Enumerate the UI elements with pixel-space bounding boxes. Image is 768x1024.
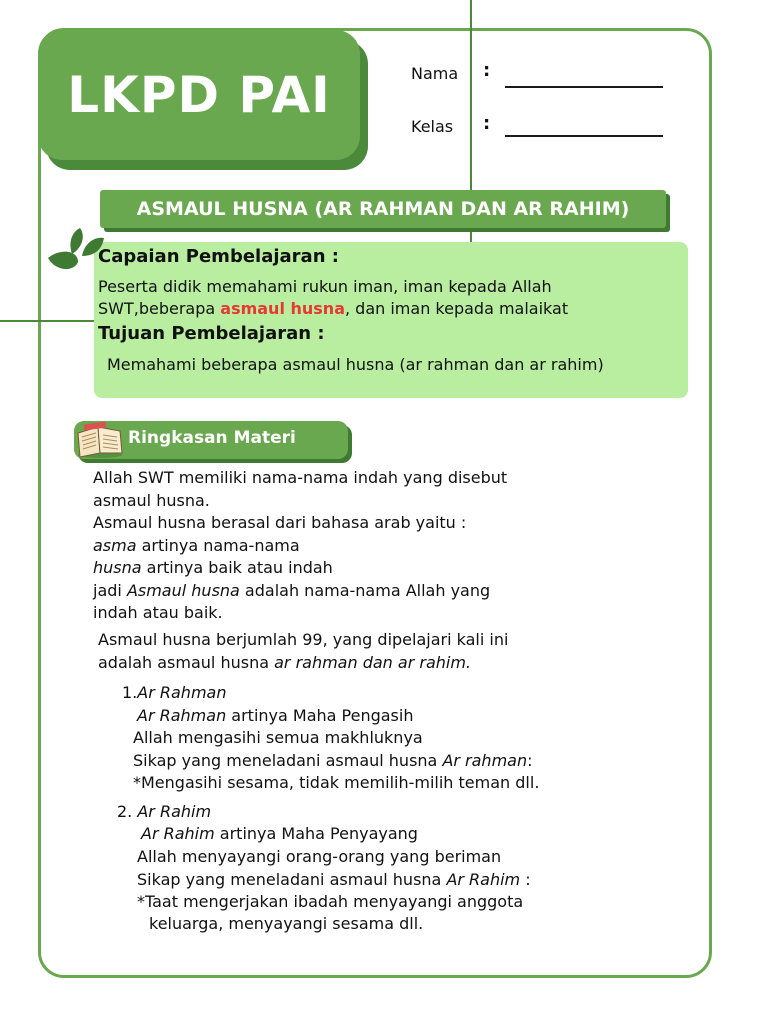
list-item-ar-rahman-title — [122, 682, 226, 705]
text-line: *Mengasihi sesama, tidak memilih-milih teman dll. — [133, 773, 540, 792]
class-colon: : — [483, 113, 491, 134]
achievement-line-1: Peserta didik memahami rukun iman, iman kepada Allah — [98, 277, 552, 296]
text-part: : — [527, 750, 533, 770]
text-part: jadi — [93, 580, 127, 600]
text-part: artinya Maha Pengasih — [226, 706, 414, 725]
term-ar-rahman-ar-rahim: ar rahman dan ar rahim. — [274, 652, 471, 672]
text-line — [93, 535, 507, 558]
text-part: Sikap yang meneladani asmaul husna — [137, 869, 447, 889]
text-line: Allah menyayangi orang-orang yang beriman — [137, 847, 502, 866]
list-title: Ar Rahman — [137, 683, 227, 702]
term-ar-rahman: Ar Rahman — [137, 706, 227, 725]
text-line — [93, 557, 507, 580]
term-asma: asma — [93, 535, 137, 555]
topic-banner — [100, 190, 666, 228]
name-colon: : — [483, 60, 491, 81]
text-line — [122, 682, 226, 705]
text-part: adalah asmaul husna — [98, 652, 275, 672]
learning-objective-heading: Tujuan Pembelajaran : — [98, 323, 325, 344]
list-item-ar-rahim-title — [117, 801, 211, 824]
term-ar-rahman: Ar rahman — [442, 750, 528, 770]
text-line — [137, 705, 413, 728]
list-title: Ar Rahim — [137, 802, 212, 821]
text-line: indah atau baik. — [93, 603, 223, 622]
title-box — [38, 30, 360, 160]
text-part: artinya nama-nama — [136, 535, 300, 555]
text-line: Allah mengasihi semua makhluknya — [133, 728, 423, 747]
topic-title: ASMAUL HUSNA (AR RAHMAN DAN AR RAHIM) — [136, 198, 630, 220]
text-line: Asmaul husna berasal dari bahasa arab yaitu : — [93, 513, 467, 532]
class-label: Kelas — [411, 117, 454, 136]
name-field[interactable] — [505, 86, 663, 88]
content-intro — [93, 467, 507, 625]
term-asmaul-husna: Asmaul husna — [126, 580, 240, 600]
achievement-text-part: SWT,beberapa — [98, 299, 221, 318]
achievement-text-part: , dan iman kepada malaikat — [345, 299, 569, 318]
list-number: 1. — [122, 683, 138, 702]
text-part: adalah nama-nama Allah yang — [239, 580, 491, 600]
page-title: LKPD PAI — [67, 66, 331, 124]
text-line: asmaul husna. — [93, 490, 210, 510]
list-item-ar-rahim-meaning — [141, 823, 418, 846]
list-item-ar-rahim-body — [137, 846, 531, 914]
achievement-line-2 — [98, 298, 688, 320]
text-line — [133, 750, 539, 773]
text-part: Sikap yang meneladani asmaul husna — [133, 750, 443, 770]
class-field[interactable] — [505, 135, 663, 137]
text-line — [117, 801, 211, 824]
text-line — [141, 823, 418, 846]
text-line — [137, 869, 531, 892]
term-husna: husna — [93, 558, 142, 577]
list-number: 2. — [117, 802, 138, 821]
book-icon — [74, 419, 126, 459]
text-line — [93, 580, 507, 603]
text-part: : — [520, 869, 531, 889]
text-line: Asmaul husna berjumlah 99, yang dipelajari kali ini — [98, 630, 509, 649]
text-line: Allah SWT memiliki nama-nama indah yang disebut — [93, 468, 508, 487]
name-label: Nama — [411, 64, 459, 83]
list-item-ar-rahman-body — [133, 727, 539, 795]
learning-achievement-heading: Capaian Pembelajaran : — [98, 246, 339, 267]
text-line: *Taat mengerjakan ibadah menyayangi anggota — [137, 892, 524, 911]
content-count — [98, 629, 508, 674]
term-ar-rahim: Ar Rahim — [446, 869, 521, 889]
list-item-ar-rahim-continuation — [149, 913, 423, 936]
summary-heading: Ringkasan Materi — [128, 428, 296, 448]
term-ar-rahim: Ar Rahim — [141, 824, 215, 843]
text-part: artinya baik atau indah — [141, 558, 333, 577]
learning-objective-text: Memahami beberapa asmaul husna (ar rahman dan ar rahim) — [107, 355, 604, 374]
highlight-asmaul-husna: asmaul husna — [220, 299, 345, 318]
text-line: keluarga, menyayangi sesama dll. — [149, 914, 424, 933]
list-item-ar-rahman-meaning — [137, 705, 413, 728]
text-line — [98, 652, 508, 675]
learning-achievement-text — [98, 276, 688, 320]
text-part: artinya Maha Penyayang — [214, 824, 418, 843]
